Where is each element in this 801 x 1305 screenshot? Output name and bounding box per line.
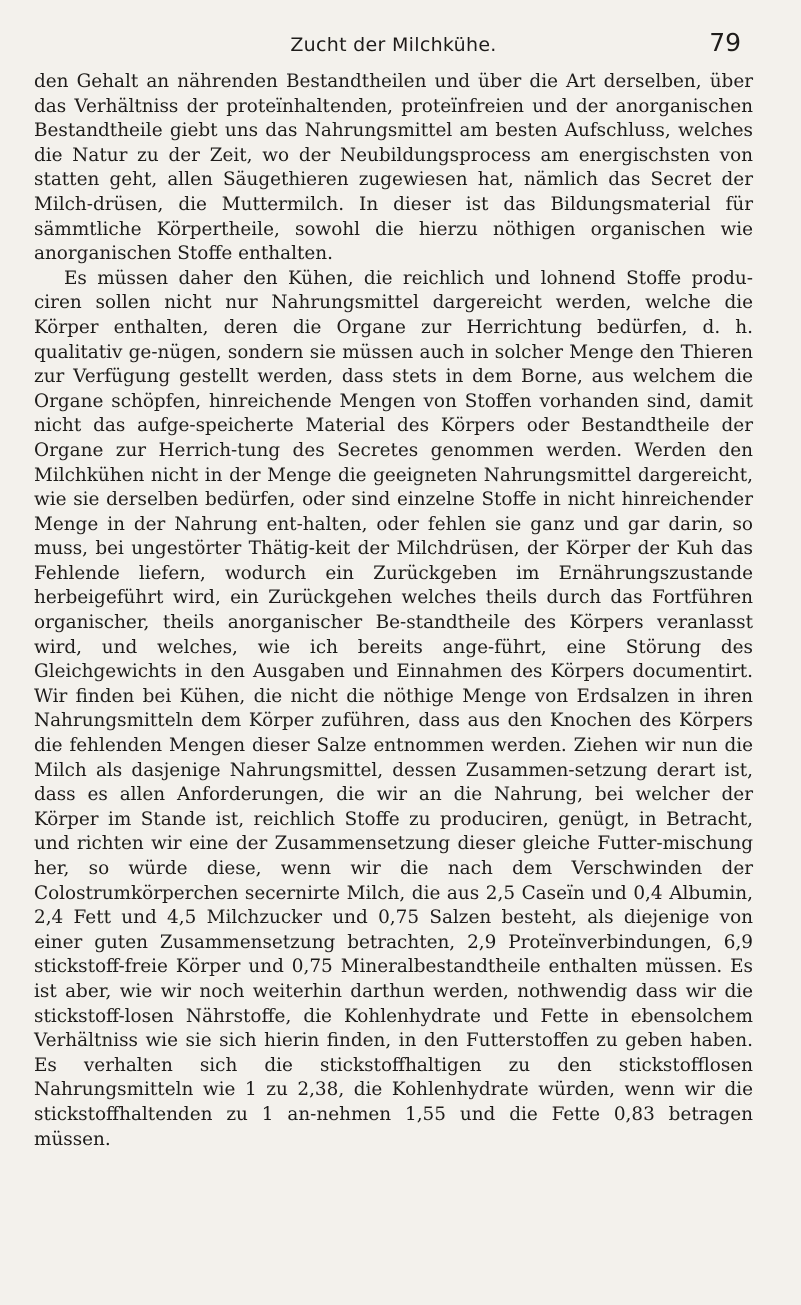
body-text (34, 70, 753, 1152)
paragraph: den Gehalt an nährenden Bestandtheilen und über die Art derselben, über das Verhältniss der proteïnhaltenden, proteïnfreien und der anorganischen Bestandtheile giebt uns das Nahrungsmittel am besten Aufschluss, welches die Natur zu der Zeit, wo der Neubildungsprocess am energischsten von statten geht, allen Säugethieren zugewiesen hat, nämlich das Secret der Milch-drüsen, die Muttermilch. In dieser ist das Bildungsmaterial für sämmtliche Körpertheile, sowohl die hierzu nöthigen organischen wie anorganischen Stoffe enthalten. (34, 71, 753, 265)
running-title: Zucht der Milchkühe. (290, 34, 497, 56)
page-number: 79 (709, 28, 741, 57)
paragraph: Es müssen daher den Kühen, die reichlich und lohnend Stoffe produ-ciren sollen nicht nur Nahrungsmittel dargereicht werden, welche die Körper enthalten, deren die Organe zur Herrichtung bedürfen, d. h. qualitativ ge-nügen, sondern sie müssen auch in solcher Menge den Thieren zur Verfügung gestellt werden, dass stets in dem Borne, aus welchem die Organe schöpfen, hinreichende Mengen von Stoffen vorhanden sind, damit nicht das aufge-speicherte Material des Körpers oder Bestandtheile der Organe zur Herrich-tung des Secretes genommen werden. Werden den Milchkühen nicht in der Menge die geeigneten Nahrungsmittel dargereicht, wie sie derselben bedürfen, oder sind einzelne Stoffe in nicht hinreichender Menge in der Nahrung ent-halten, oder fehlen sie ganz und gar darin, so muss, bei ungestörter Thätig-keit der Milchdrüsen, der Körper der Kuh das Fehlende liefern, wodurch ein Zurückgeben im Ernährungszustande herbeigeführt wird, ein Zurückgehen welches theils durch das Fortführen organischer, theils anorganischer Be-standtheile des Körpers veranlasst wird, und welches, wie ich bereits ange-führt, eine Störung des Gleichgewichts in den Ausgaben und Einnahmen des Körpers documentirt. Wir finden bei Kühen, die nicht die nöthige Menge von Erdsalzen in ihren Nahrungsmitteln dem Körper zuführen, dass aus den Knochen des Körpers die fehlenden Mengen dieser Salze entnommen werden. Ziehen wir nun die Milch als dasjenige Nahrungsmittel, dessen Zusammen-setzung derart ist, dass es allen Anforderungen, die wir an die Nahrung, bei welcher der Körper im Stande ist, reichlich Stoffe zu produciren, genügt, in Betracht, und richten wir eine der Zusammensetzung dieser gleiche Futter-mischung her, so würde diese, wenn wir die nach dem Verschwinden der Colostrumkörperchen secernirte Milch, die aus 2,5 Caseïn und 0,4 Albumin, 2,4 Fett und 4,5 Milchzucker und 0,75 Salzen besteht, als diejenige von einer guten Zusammensetzung betrachten, 2,9 Proteïnverbindungen, 6,9 stickstoff-freie Körper und 0,75 Mineralbestandtheile enthalten müssen. Es ist aber, wie wir noch weiterhin darthun werden, nothwendig dass wir die stickstoff-losen Nährstoffe, die Kohlenhydrate und Fette in ebensolchem Verhältniss wie sie sich hierin finden, in den Futterstoffen zu geben haben. Es verhalten sich die stickstoffhaltigen zu den stickstofflosen Nahrungsmitteln wie 1 zu 2,38, die Kohlenhydrate würden, wenn wir die stickstoffhaltenden zu 1 an-nehmen 1,55 und die Fette 0,83 betragen müssen. (34, 267, 753, 1150)
running-head (34, 0, 753, 70)
